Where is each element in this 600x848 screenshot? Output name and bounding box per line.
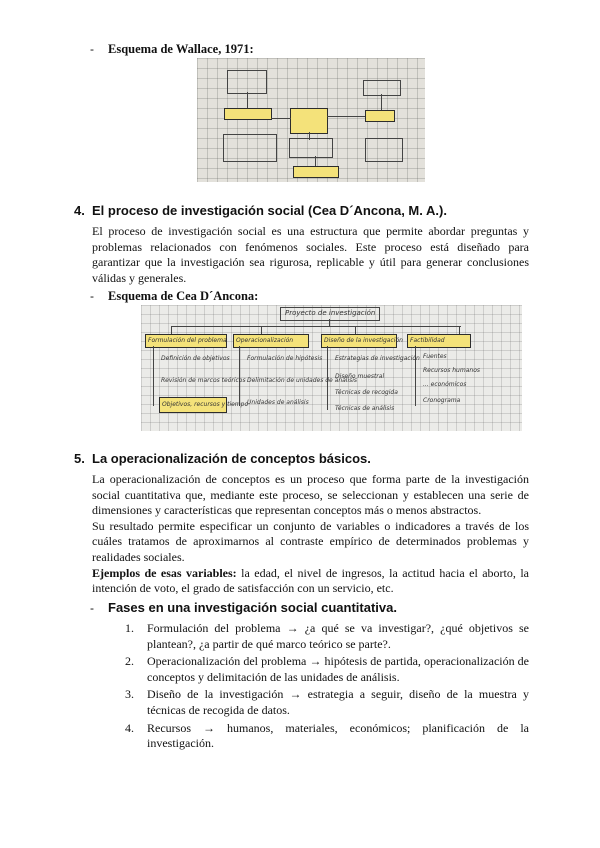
- phase-text: Recursos → humanos, materiales, económicos; planificación de la investigación.: [147, 720, 529, 751]
- wallace-highlight: [290, 108, 328, 134]
- phase-item: [125, 621, 529, 652]
- cea-connector: [261, 326, 262, 334]
- wallace-diagram-photo: [197, 58, 425, 182]
- wallace-highlight: [293, 166, 339, 178]
- cea-connector: [329, 319, 330, 326]
- section-5-body: [92, 472, 529, 597]
- phase-number: 4.: [125, 720, 134, 735]
- section-4-number: 4.: [74, 203, 85, 218]
- cea-item: Cronograma: [423, 397, 461, 404]
- cea-connector: [459, 326, 460, 334]
- cea-item: Fuentes: [423, 353, 447, 360]
- section-5-examples: [92, 566, 529, 597]
- cea-item: Unidades de análisis: [247, 399, 309, 406]
- wallace-box: [363, 80, 401, 96]
- cea-item: Estrategias de investigación: [335, 355, 420, 362]
- cea-item: Técnicas de recogida: [335, 389, 398, 396]
- cea-connector: [239, 346, 240, 406]
- cea-bullet: -: [90, 289, 94, 303]
- wallace-arrow: [381, 94, 382, 110]
- wallace-arrow: [247, 92, 248, 108]
- cea-column-header: [233, 334, 309, 348]
- cea-column-header: [321, 334, 403, 348]
- section-5-title: La operacionalización de conceptos básicos.: [92, 451, 371, 466]
- phase-item: [125, 721, 529, 752]
- wallace-arrow: [315, 156, 316, 166]
- cea-item: Delimitación de unidades de análisis: [247, 377, 358, 384]
- cea-item: Diseño muestral: [335, 373, 385, 380]
- section-5-number: 5.: [74, 451, 85, 466]
- phase-item: [125, 654, 529, 685]
- section-4-paragraph: [92, 224, 529, 286]
- cea-caption: Esquema de Cea D´Ancona:: [108, 289, 259, 303]
- cea-item-highlight: [159, 397, 249, 413]
- phase-item: [125, 687, 529, 718]
- wallace-caption: Esquema de Wallace, 1971:: [108, 42, 254, 56]
- cea-column-header: [145, 334, 227, 348]
- cea-item: Revisión de marcos teóricos: [161, 377, 246, 384]
- cea-item: Recursos humanos: [423, 367, 480, 374]
- wallace-box: [365, 138, 403, 162]
- phase-number: 3.: [125, 687, 134, 702]
- phase-number: 1.: [125, 621, 134, 635]
- section-4-text: El proceso de investigación social es una estructura que permite abordar preguntas y problemas relacionados con fenómenos sociales. Este proceso está diseñado para garantizar que la investigación sea rigurosa, replicable y útil para generar conclusiones válidas y generales.: [92, 224, 529, 285]
- wallace-arrow: [327, 116, 365, 117]
- wallace-highlight: [365, 110, 395, 122]
- cea-item: Objetivos, recursos y tiempo: [162, 401, 249, 408]
- cea-connector: [355, 326, 356, 334]
- cea-column-header-label: Factibilidad: [410, 337, 445, 344]
- wallace-arrow: [309, 132, 310, 140]
- wallace-bullet: -: [90, 42, 94, 56]
- wallace-box: [227, 70, 267, 94]
- cea-item: Formulación de hipótesis: [247, 355, 323, 362]
- cea-column-header-label: Operacionalización: [236, 337, 294, 344]
- cea-item: ... económicos: [423, 381, 467, 388]
- phases-bullet: -: [90, 601, 94, 615]
- phases-subheading: Fases en una investigación social cuantitativa.: [108, 600, 397, 615]
- phases-list: [125, 621, 529, 754]
- cea-column-header-label: Formulación del problema: [148, 337, 227, 344]
- section-5-paragraph-2: Su resultado permite especificar un conjunto de variables o indicadores a través de los cuáles tratamos de aproximarnos al contraste empírico de determinados problemas y realidades sociales.: [92, 518, 529, 564]
- wallace-box: [223, 134, 277, 162]
- section-5-paragraph-1: La operacionalización de conceptos es un proceso que forma parte de la investigación social cuantitativa que, mediante este proceso, se seleccionan y establecen una serie de dimensiones y características que representan conceptos más o menos abstractos.: [92, 472, 529, 518]
- examples-label: Ejemplos de esas variables:: [92, 565, 237, 580]
- examples-text: la edad, el nivel de ingresos, la actitud hacia el aborto, la intención de voto, el grado de satisfacción con un servicio, etc.: [92, 565, 529, 596]
- wallace-box: [289, 138, 333, 158]
- phase-text: Formulación del problema → ¿a qué se va investigar?, ¿qué objetivos se plantean?, ¿a partir de qué marco teórico se parte?.: [147, 621, 529, 651]
- phase-number: 2.: [125, 654, 134, 669]
- phase-text: Diseño de la investigación → estrategia a seguir, diseño de la muestra y técnicas de recogida de datos.: [147, 687, 529, 717]
- cea-diagram-photo: [141, 305, 522, 431]
- cea-diagram-title: Proyecto de investigación: [285, 309, 376, 317]
- cea-item: Definición de objetivos: [161, 355, 230, 362]
- cea-connector: [171, 326, 461, 327]
- cea-item: Técnicas de análisis: [335, 405, 395, 412]
- cea-connector: [171, 326, 172, 334]
- cea-connector: [153, 346, 154, 406]
- cea-column-header: [407, 334, 471, 348]
- phase-text: Operacionalización del problema → hipótesis de partida, operacionalización de conceptos y delimitación de las unidades de análisis.: [147, 654, 529, 684]
- wallace-highlight: [224, 108, 272, 120]
- wallace-arrow: [271, 118, 291, 119]
- cea-column-header-label: Diseño de la investigación: [324, 337, 403, 344]
- section-4-title: El proceso de investigación social (Cea D´Ancona, M. A.).: [92, 203, 447, 218]
